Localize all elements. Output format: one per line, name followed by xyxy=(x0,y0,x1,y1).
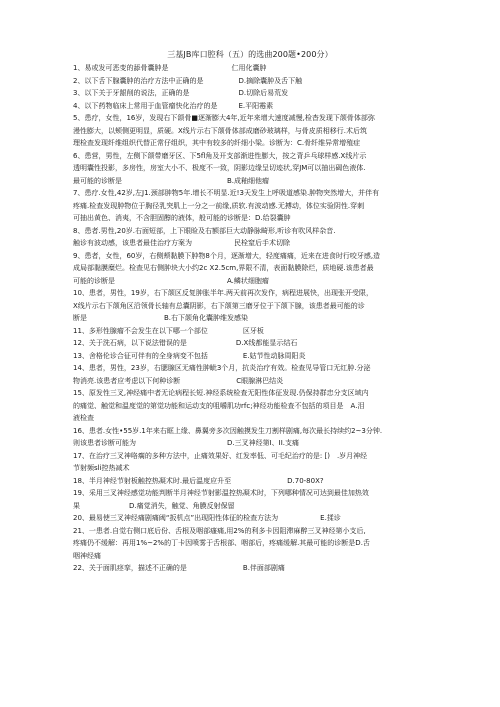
question-list xyxy=(73,62,445,575)
text-line: 透明囊性投影，多房性，房室大小不、极度不一致，阴影边缘呈切迹状,穿JM可以抽出碣色液体. xyxy=(73,164,366,172)
text-line: 3、以下关于牙龈削的说法，正确的是 D.切除后易荒发 xyxy=(73,89,289,97)
text-line: 21、一患者.自觉右侧口底后份、舌根及咽部瘙痛,用2%的利多卡因阻滞麻醉三叉神经第小支后, xyxy=(73,526,366,535)
text-line: 13、舍格伦诊合征可伴有的全身病变不包括 E.姑节性动脉周阳炎 xyxy=(73,351,306,360)
text-line: 漫性膨大，以颊侧更明显，质硬。X线片示右下颌骨体部成磨砂玻璃样，与骨皮质相移行.术后筑 xyxy=(73,126,368,135)
text-line: 22、关于面肌痉挛，描述不正确的是 B.伴面部剧痛 xyxy=(73,564,285,572)
text-line: 液检查 xyxy=(73,414,94,422)
text-line: 可抽出黄色、消夷，不含胆固醇的液体，般可能的诊断是：D.给裂囊肿 xyxy=(73,214,291,222)
text-line: 理检查发现纤维组织代替正常仔组织，其中有较多的纤细小梁。诊断为：C.骨纤维异常增殖症 xyxy=(73,139,361,147)
text-line: 物消亮.该患者应考虑以下何种诊断 C眼腺淋巴结炎 xyxy=(73,376,284,385)
text-line: 最可能的诊断是 B.成釉细他瘤 xyxy=(73,176,270,185)
text-line: 疼痛仍不缓解：再用1%~2%的丁卡因喷雾于舌根部、咽部后，疼痛缓解.其最可能的诊断是D.舌 xyxy=(73,539,370,547)
text-line: 17、在治疗三叉神咯瘸的多种方法中，止痛效果好、红发率低、可毛纪治疗的是: [) .岁月神经 xyxy=(73,451,368,460)
text-line: 1、易或发可恶变的舔骨囊肿是 仁用化囊肿 xyxy=(73,64,267,72)
text-line: 疼痛.检查发现肿物位于胸径乳突肌上一分之一前缘,质软.有波动感.无搏动，体位实验阴性.穿刺 xyxy=(73,201,365,210)
text-line: 20、最易使三叉神经痛剧痛阈“扳机点”出现阳性体征的检查方法为 E.揉诊 xyxy=(73,514,341,522)
text-line: 触诊有波动感，该患者最佳治疗方案为 民栓窒后手术切除 xyxy=(73,239,290,247)
text-line: 6、患营，男性，左侧下颌带磨牙区、下5fl角及开支部渐进性膨大，按之背乒乓球样感.X线片示 xyxy=(73,151,367,160)
text-line: 18、半月神经节射板触控热凝术时.最后温度应升至 D.70-80X? xyxy=(73,476,324,485)
text-line: 断是 B.右下颌角化囊肿维发感染 xyxy=(73,314,249,322)
text-line: 咽神经痛 xyxy=(73,551,101,560)
text-line: 16、患者.女性•55岁.1年来右眶上缘、鼻翼旁多次因触摸发生刀割样剧痛,每次最长持续约2~3分钟. xyxy=(73,426,383,435)
text-line: 14、患者，男性，23岁，右腮腺区无痛性肿眦3个月，抗炎治疗有效。检查见导管口无红肿.分泌 xyxy=(73,364,371,372)
text-line: 4、以下药物临床上常用于血管瘤快化治疗的是 E.平阳霉素 xyxy=(73,101,274,110)
text-line: 10、患者，男性，19岁，右下颌区反复肿胀半年.两天前再次发作，病程进展快，出现张开受限， xyxy=(73,289,374,297)
text-line: X线片示右下颌角区沿领骨长轴有总囊阴影，右下颌第三磨牙位于下颌下腺，该患者最可能的诊 xyxy=(73,301,365,310)
text-line: 节射频sli控热减术 xyxy=(73,464,130,472)
text-line: 2、以下舌下腺囊肿的治疗方法中正确的是 D.摘除囊肿及舌下触 xyxy=(73,76,303,85)
text-line: 可能的诊断是 A.鳞状细胞瘤 xyxy=(73,276,269,285)
text-line: 12、关于洗石病，以下说法错误的是 D.X线都能显示结石 xyxy=(73,339,298,347)
text-line: 8、患者.男性,20岁.右面短部，上下眼睑及右额部巨大动静脉畸形,听诊有吹风样杂音. xyxy=(73,226,336,235)
text-line: 成局部黏膜糜烂。检查见右侧肿块大小约2c X2.5cm,界限不清，表面黏膜除烂，质地硬.该患者最 xyxy=(73,264,374,272)
text-line: 19、采用三叉神经感觉功能判断半月神经节射影温控热凝术时，下列哪种情况可达到最佳加热效 xyxy=(73,489,369,497)
text-line: 的痛觉、触觉和温度觉的第觉功能和运动支的咀嚼肌功rfc;神经功能检查不包括的项目是 A.泪 xyxy=(73,401,365,410)
document-title: 三基JB库口腔科（五）的选曲200题•200分） xyxy=(167,50,333,59)
text-line: 15、原发性三叉,神经痛中者无论病程长短.神经系统检查无阳性体征发现.仍保持群忠分支区域内 xyxy=(73,389,369,397)
text-line: 果 D.痛觉消失，触觉、角膜反射保留 xyxy=(73,501,235,510)
text-line: 9、患者，女性，60岁，右侧颊黏膜下肿物8个月，逐渐增大，轻度痛痛，近来在进食时行咬牙感,造 xyxy=(73,251,381,260)
text-line: 5、患疗，女性，16岁，发现右下颌骨■逐渐膨大4年,近年来增大速度减慢,检杳发现下颌骨体部弥 xyxy=(73,114,375,122)
text-line: 则该患者诊断可能为 D.三叉神经第I、II.支痛 xyxy=(73,439,300,447)
text-line: 11、多形性腺瘤不会发生在以下哪一个部位 区牙板 xyxy=(73,326,264,335)
text-line: 7、患疗.女性,42岁,左J1.颈部肿物5年.增长不明显.近!3天发生上呼吸道感染.肿物突然增大，并伴有 xyxy=(73,189,380,197)
